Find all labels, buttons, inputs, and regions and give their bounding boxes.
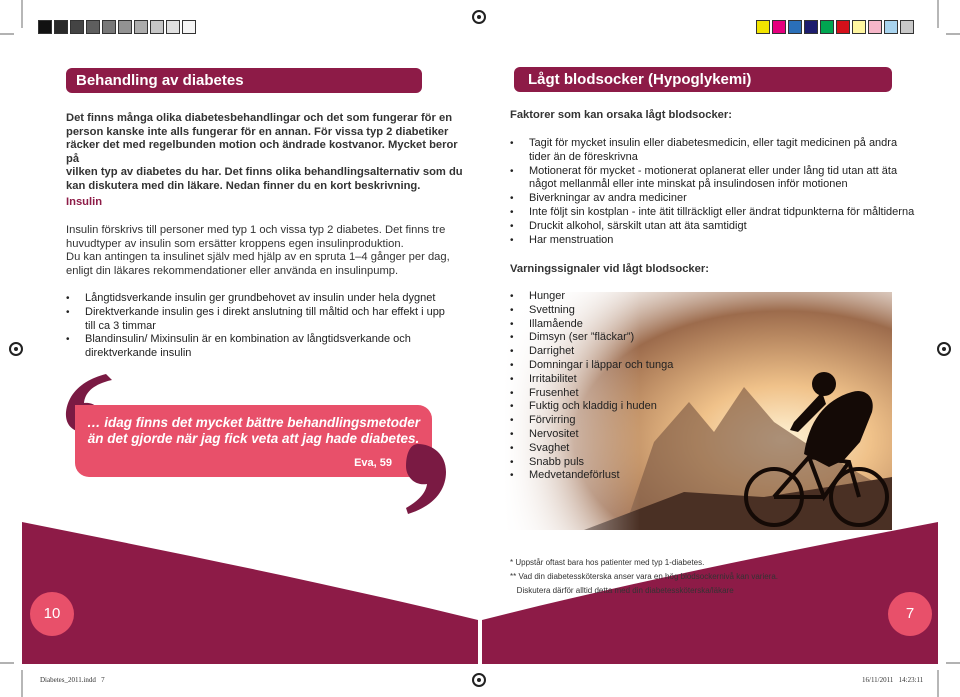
right-section-header: Lågt blodsocker (Hypoglykemi) <box>514 67 892 92</box>
insulin-type-list <box>66 292 466 361</box>
left-section-header: Behandling av diabetes <box>66 68 422 93</box>
footnotes <box>510 556 778 598</box>
intro-line: person kanske inte alls fungerar för en annan. För vissa typ 2 diabetiker <box>66 125 449 138</box>
paragraph-line: Du kan antingen ta insulinet själv med hjälp av en spruta 1–4 gånger per dag, <box>66 251 450 264</box>
testimonial-quote <box>75 405 432 477</box>
factors-heading: Faktorer som kan orsaka lågt blodsocker: <box>510 109 732 121</box>
paragraph-line: enligt din läkares rekommendationer eller använda en insulinpump. <box>66 264 399 277</box>
list-item: • Direktverkande insulin ges i direkt anslutning till måltid och har effekt i upp till ca 3 timmar <box>66 306 466 334</box>
intro-line: räcker det med regelbunden motion och ändrade kostvanor. Mycket beror på <box>66 139 458 165</box>
paragraph-line: Insulin förskrivs till personer med typ 1 och vissa typ 2 diabetes. Det finns tre <box>66 224 446 236</box>
list-item: • Tagit för mycket insulin eller diabetesmedicin, eller tagit medicinen på andra tider än de föreskrivna <box>510 137 930 165</box>
quote-author: Eva, 59 <box>354 457 392 469</box>
warning-signs-list <box>510 290 730 483</box>
left-footer-band <box>22 522 478 664</box>
list-item: • Har menstruation <box>510 234 930 248</box>
paragraph-line: huvudtyper av insulin som ersätter kroppens egen insulinproduktion. <box>66 237 404 250</box>
intro-line: kan diskutera med din läkare. Nedan finner du en kort beskrivning. <box>66 179 421 192</box>
page-number-left: 10 <box>30 592 74 636</box>
slug-filename: Diabetes_2011.indd 7 <box>40 676 105 684</box>
list-item: • Fuktig och kladdig i huden <box>510 400 730 414</box>
left-intro <box>66 112 466 194</box>
list-item: • Motionerat för mycket - motionerat oplanerat eller under lång tid utan att äta något mellanmål eller inte minskat på insulindosen inför motionen <box>510 165 930 193</box>
list-item: • Biverkningar av andra mediciner <box>510 192 930 206</box>
list-item: • Långtidsverkande insulin ger grundbehovet av insulin under hela dygnet <box>66 292 466 306</box>
list-item: • Svettning <box>510 304 730 318</box>
footnote-line: ** Vad din diabetessköterska anser vara en hög blodsockernivå kan variera. <box>510 572 779 581</box>
footnote-line: Diskutera därför alltid detta med din diabetessköterska/läkare <box>510 586 734 595</box>
list-item: • Hunger <box>510 290 730 304</box>
list-item: • Nervositet <box>510 428 730 442</box>
list-item: • Medvetandeförlust <box>510 469 730 483</box>
list-item: • Dimsyn (ser ”fläckar”) <box>510 331 730 345</box>
insulin-subheading: Insulin <box>66 196 103 208</box>
factors-list <box>510 137 930 247</box>
list-item: • Svaghet <box>510 442 730 456</box>
list-item: • Snabb puls <box>510 456 730 470</box>
slug-timestamp: 16/11/2011 14:23:11 <box>862 676 924 684</box>
intro-line: Det finns många olika diabetesbehandlingar och det som fungerar för en <box>66 112 453 124</box>
quote-line: … idag finns det mycket bättre behandlingsmetoder <box>86 415 421 430</box>
close-quote-icon <box>398 442 454 516</box>
list-item: • Frusenhet <box>510 387 730 401</box>
list-item: • Domningar i läppar och tunga <box>510 359 730 373</box>
list-item: • Inte följt sin kostplan - inte ätit tillräckligt eller ändrat tidpunkterna för måltiderna <box>510 206 930 220</box>
insulin-paragraph <box>66 224 466 278</box>
signals-heading: Varningssignaler vid lågt blodsocker: <box>510 263 709 275</box>
footnote-line: * Uppstår oftast bara hos patienter med typ 1-diabetes. <box>510 558 705 567</box>
list-item: • Druckit alkohol, särskilt utan att äta samtidigt <box>510 220 930 234</box>
list-item: • Förvirring <box>510 414 730 428</box>
page-number-right: 7 <box>888 592 932 636</box>
list-item: • Blandinsulin/ Mixinsulin är en kombination av långtidsverkande och direktverkande insulin <box>66 333 466 361</box>
quote-line: än det gjorde när jag fick veta att jag hade diabetes. <box>87 431 420 446</box>
list-item: • Illamående <box>510 318 730 332</box>
list-item: • Irritabilitet <box>510 373 730 387</box>
intro-line: vilken typ av diabetes du har. Det finns olika behandlingsalternativ som du <box>66 166 463 179</box>
list-item: • Darrighet <box>510 345 730 359</box>
